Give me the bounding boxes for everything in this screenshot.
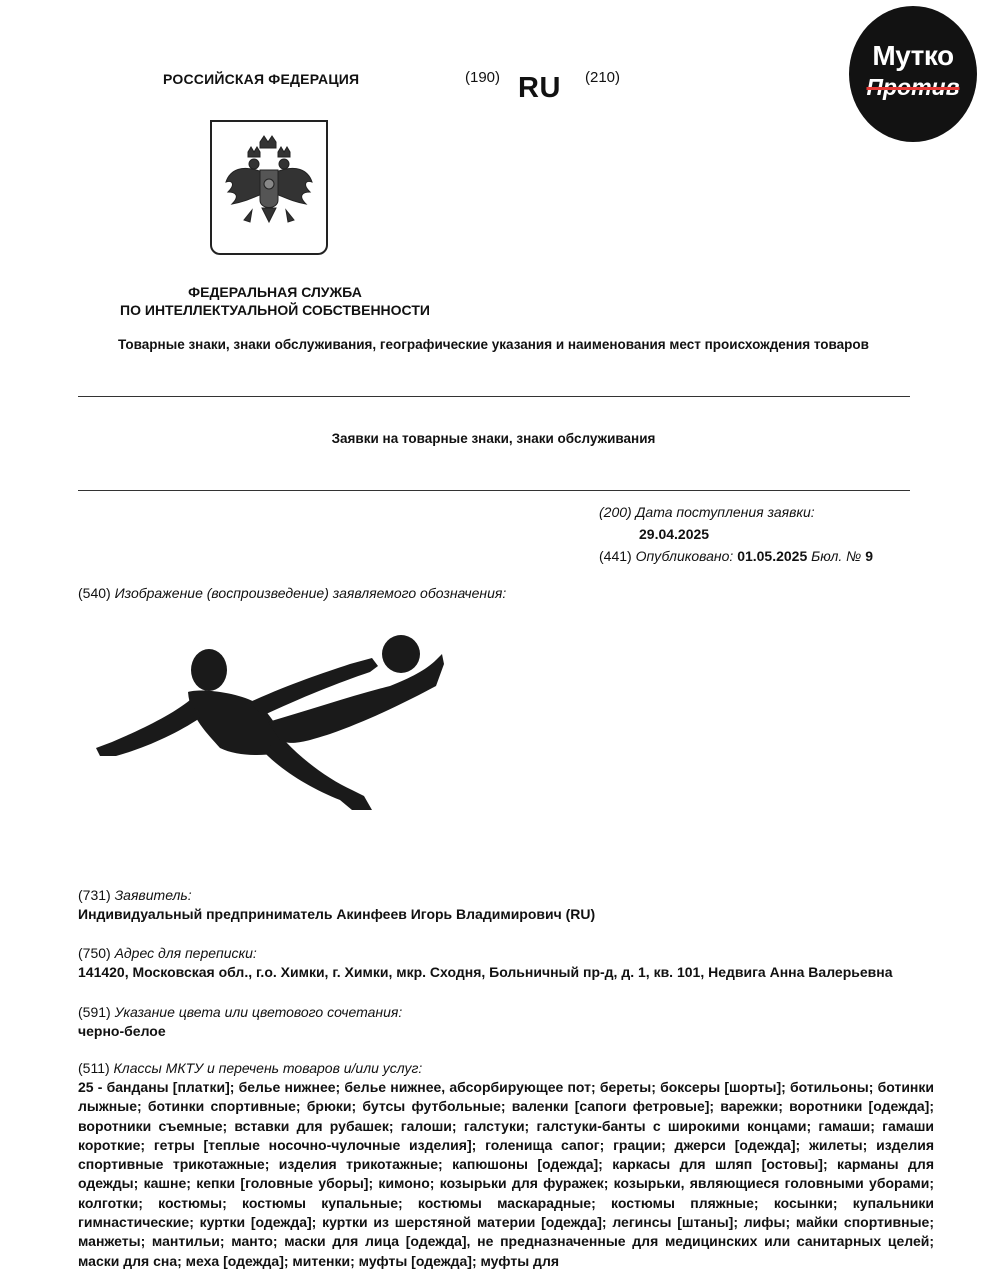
- field-applicant-code: (731): [78, 887, 111, 903]
- field-classes-label: Классы МКТУ и перечень товаров и/или услуг:: [113, 1060, 423, 1076]
- field-address-label: Адрес для переписки:: [114, 945, 257, 961]
- field-color: [78, 1003, 938, 1041]
- code-190: (190): [465, 69, 501, 86]
- published-label: Опубликовано:: [635, 548, 734, 564]
- bulletin-label: Бюл. №: [811, 548, 862, 564]
- field-color-value: черно-белое: [78, 1023, 166, 1039]
- double-headed-eagle-emblem-icon: [222, 134, 316, 244]
- field-image-code: (540): [78, 585, 111, 601]
- filing-date-label: (200) Дата поступления заявки:: [599, 504, 815, 520]
- country-code: RU: [518, 72, 561, 104]
- field-color-code: (591): [78, 1004, 111, 1020]
- field-address-value: 141420, Московская обл., г.о. Химки, г. Химки, мкр. Сходня, Больничный пр-д, д. 1, кв. 101, Недвига Анна Валерьевна: [78, 964, 893, 980]
- divider-bottom: [78, 490, 910, 491]
- published-date: 01.05.2025: [737, 548, 808, 564]
- field-classes: [78, 1059, 938, 1271]
- field-image: [78, 584, 938, 603]
- country-name: РОССИЙСКАЯ ФЕДЕРАЦИЯ: [163, 71, 360, 87]
- badge-line1: Мутко: [872, 40, 954, 71]
- field-address: [78, 944, 938, 982]
- field-classes-value: 25 - банданы [платки]; белье нижнее; белье нижнее, абсорбирующее пот; береты; боксеры [шорты]; ботильоны; ботинки лыжные; ботинки спортивные; брюки; бутсы футбольные; валенки [сапоги фетровые]; варежки; воротники [одежда]; воротники съемные; вставки для рубашек; галоши; галстуки; галстуки-банты с широкими концами; гамаши; гамаши короткие; гетры [теплые носочно-чулочные изделия]; голенища сапог; грации; джерси [одежда]; жилеты; изделия спортивные трикотажные; изделия трикотажные; капюшоны [одежда]; каркасы для шляп [остовы]; карманы для одежды; кашне; кепки [головные уборы]; кимоно; козырьки для фуражек; козырьки, являющиеся головными уборами; колготки; костюмы; костюмы купальные; костюмы маскарадные; костюмы пляжные; косынки; купальники гимнастические; куртки [одежда]; куртки из шерстяной материи [одежда]; легинсы [штаны]; лифы; майки спортивные; манжеты; мантильи; манто; маски для лица [одежда], не предназначенные для медицинских или санитарных целей; маски для сна; меха [одежда]; митенки; муфты [одежда]; муфты для: [78, 1079, 934, 1269]
- emblem-frame: [210, 120, 328, 255]
- section-title: Заявки на товарные знаки, знаки обслуживания: [331, 431, 656, 446]
- bulletin-number: 9: [865, 548, 874, 564]
- field-address-code: (750): [78, 945, 111, 961]
- field-classes-code: (511): [78, 1060, 110, 1076]
- watermark-badge: [849, 6, 977, 142]
- date-block: [599, 501, 873, 567]
- field-image-label: Изображение (воспроизведение) заявляемого обозначения:: [114, 585, 507, 601]
- published-code: (441): [599, 548, 632, 564]
- badge-line2: Против: [866, 74, 960, 100]
- field-applicant-value: Индивидуальный предприниматель Акинфеев Игорь Владимирович (RU): [78, 906, 596, 922]
- filing-date: 29.04.2025: [639, 526, 710, 542]
- field-applicant-label: Заявитель:: [114, 887, 192, 903]
- divider-top: [78, 396, 910, 397]
- field-color-label: Указание цвета или цветового сочетания:: [114, 1004, 403, 1020]
- service-name: ФЕДЕРАЛЬНАЯ СЛУЖБА ПО ИНТЕЛЛЕКТУАЛЬНОЙ СОБСТВЕННОСТИ: [120, 284, 430, 318]
- registry-title: Товарные знаки, знаки обслуживания, географические указания и наименования мест происхождения товаров: [118, 337, 869, 352]
- code-210: (210): [585, 69, 621, 86]
- field-applicant: [78, 886, 938, 924]
- goalkeeper-silhouette-icon: [90, 630, 460, 830]
